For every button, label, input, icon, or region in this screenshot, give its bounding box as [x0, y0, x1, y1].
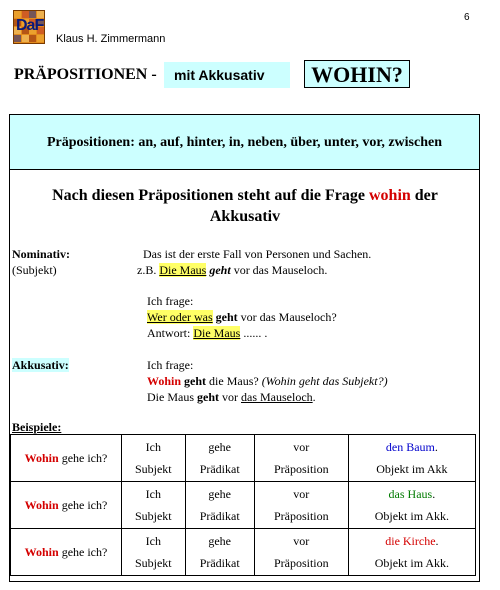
akk-answer-verb: geht — [197, 390, 219, 404]
nominativ-label: Nominativ: — [12, 247, 70, 261]
cell-subject — [122, 482, 186, 529]
akk-answer-end: . — [312, 390, 316, 404]
akk-answer-subject: Die Maus — [147, 390, 194, 404]
akk-answer-prep: vor — [222, 390, 238, 404]
question-rest: gehe ich? — [61, 544, 108, 559]
cell-role: Subjekt — [134, 462, 172, 476]
row-question — [11, 529, 122, 576]
highlight-answer: Die Maus — [193, 326, 241, 340]
logo-text: DaF — [16, 17, 44, 34]
highlight-wer-oder-was: Wer oder was — [147, 310, 213, 324]
object-word: den Baum — [385, 440, 435, 454]
akkusativ-label — [12, 357, 69, 373]
question-red: Wohin — [24, 497, 59, 512]
question-end: vor das Mauseloch? — [240, 310, 337, 324]
object-word: die Kirche — [385, 534, 436, 548]
cell-role: Prädikat — [199, 509, 240, 523]
cell-role: Prädikat — [199, 556, 240, 570]
headline-part2: der Akkusativ — [209, 187, 438, 225]
logo-tile — [22, 35, 29, 42]
answer-label: Antwort: — [147, 326, 191, 340]
cell-role: Objekt im Akk — [376, 462, 448, 476]
cell-role: Objekt im Akk. — [374, 556, 450, 570]
table-row — [11, 482, 476, 529]
cell-role: Präposition — [273, 556, 329, 570]
cell-word: gehe — [208, 440, 232, 454]
subjekt-label: (Subjekt) — [12, 263, 57, 277]
akkusativ-ask: Ich frage: — [147, 358, 194, 372]
cell-role: Subjekt — [134, 509, 172, 523]
headline-red-word: wohin — [368, 187, 411, 204]
question-rest: gehe ich? — [61, 450, 108, 465]
wohin-red: Wohin — [147, 374, 182, 388]
akk-question-verb: geht — [184, 374, 207, 388]
page-number: 6 — [464, 12, 470, 23]
headline-part1: Nach diesen Präpositionen steht auf die Frage — [52, 187, 365, 204]
nominativ-question — [147, 309, 337, 325]
question-red: Wohin — [24, 544, 59, 559]
cell-word: gehe — [208, 534, 232, 548]
cell-word: Ich — [145, 534, 161, 548]
row-question — [11, 482, 122, 529]
nominativ-line1: Das ist der erste Fall von Personen und Sachen. — [143, 247, 372, 261]
verb-geht: geht — [209, 263, 231, 277]
object-period: . — [435, 534, 439, 548]
cell-word: vor — [293, 487, 310, 501]
cell-verb — [185, 529, 254, 576]
object-period: . — [434, 440, 438, 454]
row-question — [11, 435, 122, 482]
cell-subject — [122, 435, 186, 482]
nominativ-line2 — [137, 262, 327, 278]
cell-role: Objekt im Akk. — [374, 509, 450, 523]
logo-tile — [29, 35, 36, 42]
cell-word: Ich — [145, 487, 161, 501]
object-period: . — [432, 487, 436, 501]
table-row — [11, 435, 476, 482]
cell-prep — [254, 435, 348, 482]
question-verb: geht — [215, 310, 238, 324]
examples-label: Beispiele: — [12, 420, 62, 434]
cell-prep — [254, 482, 348, 529]
logo-tile — [37, 35, 44, 42]
logo-tile — [14, 35, 21, 42]
question-box: WOHIN? — [304, 60, 410, 88]
cell-object — [348, 482, 475, 529]
author-name: Klaus H. Zimmermann — [56, 33, 166, 45]
zb-text: z.B. — [137, 263, 157, 277]
cell-subject — [122, 529, 186, 576]
nominativ-ask: Ich frage: — [147, 294, 194, 308]
cell-word: vor — [293, 440, 310, 454]
akk-question-end: die Maus? — [209, 374, 259, 388]
cell-object — [348, 529, 475, 576]
cell-word: gehe — [208, 487, 232, 501]
akk-answer-object: das Mauseloch — [241, 390, 313, 404]
object-word: das Haus — [388, 487, 433, 501]
question-red: Wohin — [24, 450, 59, 465]
cell-role: Präposition — [273, 462, 329, 476]
table-row — [11, 529, 476, 576]
nominativ-line2-end: vor das Mauseloch. — [233, 263, 328, 277]
prepositions-band: Präpositionen: an, auf, hinter, in, neben, über, unter, vor, zwischen — [10, 115, 479, 170]
cell-prep — [254, 529, 348, 576]
highlight-die-maus: Die Maus — [159, 263, 207, 277]
cell-word: vor — [293, 534, 310, 548]
akkusativ-question — [147, 373, 388, 389]
cell-verb — [185, 482, 254, 529]
cell-role: Subjekt — [134, 556, 172, 570]
cell-role: Präposition — [273, 509, 329, 523]
page-title: PRÄPOSITIONEN - — [14, 66, 157, 83]
cell-word: Ich — [145, 440, 161, 454]
examples-table — [10, 434, 476, 576]
akkusativ-answer — [147, 389, 316, 405]
case-subtitle: mit Akkusativ — [164, 62, 290, 88]
akkusativ-label-text: Akkusativ: — [12, 358, 69, 372]
question-rest: gehe ich? — [61, 497, 108, 512]
akk-question-note: (Wohin geht das Subjekt?) — [261, 374, 388, 388]
answer-dots: ...... . — [243, 326, 268, 340]
nominativ-answer — [147, 325, 267, 341]
cell-verb — [185, 435, 254, 482]
cell-object — [348, 435, 475, 482]
daf-logo — [13, 10, 45, 44]
headline — [20, 185, 470, 227]
cell-role: Prädikat — [199, 462, 240, 476]
